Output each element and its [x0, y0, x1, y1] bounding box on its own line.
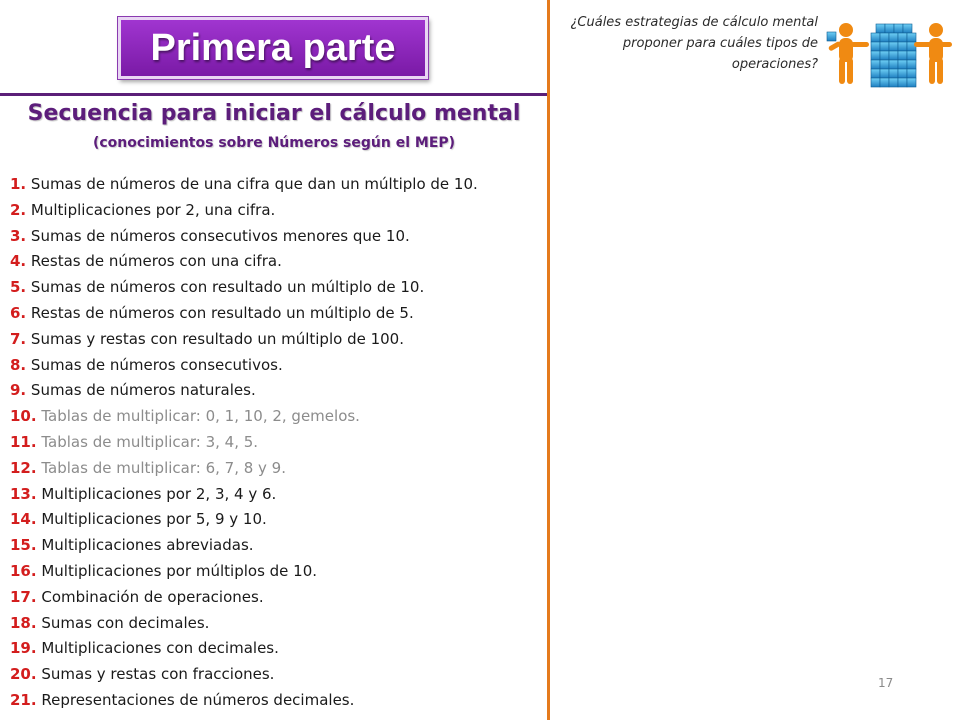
title-banner	[118, 17, 428, 79]
people-building-cube-icon	[826, 14, 954, 94]
item-text: Multiplicaciones por 5, 9 y 10.	[41, 510, 267, 529]
item-number: 6.	[10, 303, 27, 322]
section-subheading: (conocimientos sobre Números según el MEP)	[92, 135, 456, 151]
list-item	[10, 507, 545, 533]
item-text: Tablas de multiplicar: 3, 4, 5.	[41, 432, 259, 451]
item-number: 16.	[10, 561, 37, 580]
list-item	[10, 533, 545, 559]
item-text: Tablas de multiplicar: 6, 7, 8 y 9.	[41, 458, 286, 477]
item-text: Restas de números con una cifra.	[30, 252, 282, 271]
section-heading: Secuencia para iniciar el cálculo mental	[27, 101, 521, 126]
item-number: 8.	[10, 355, 27, 374]
item-number: 11.	[10, 432, 37, 451]
item-number: 4.	[10, 252, 27, 271]
item-text: Multiplicaciones con decimales.	[41, 639, 279, 658]
list-item	[10, 482, 545, 508]
item-number: 1.	[10, 175, 27, 193]
item-text: Sumas de números naturales.	[30, 381, 256, 400]
item-text: Tablas de multiplicar: 0, 1, 10, 2, gemelos.	[41, 407, 360, 426]
list-item	[10, 275, 545, 301]
item-number: 12.	[10, 458, 37, 477]
item-number: 3.	[10, 226, 27, 245]
list-item	[10, 456, 545, 482]
list-item	[10, 301, 545, 327]
item-text: Multiplicaciones por 2, 3, 4 y 6.	[41, 484, 277, 503]
item-text: Sumas con decimales.	[41, 613, 210, 632]
list-item	[10, 249, 545, 275]
list-item	[10, 688, 545, 714]
list-item	[10, 172, 545, 198]
item-number: 10.	[10, 407, 37, 426]
list-item	[10, 611, 545, 637]
list-item	[10, 224, 545, 250]
item-number: 9.	[10, 381, 27, 400]
item-number: 14.	[10, 510, 37, 529]
item-text: Sumas de números consecutivos menores que 10.	[30, 226, 410, 245]
item-number: 21.	[10, 690, 37, 709]
item-text: Multiplicaciones por 2, una cifra.	[30, 200, 276, 219]
item-number: 2.	[10, 200, 27, 219]
item-number: 13.	[10, 484, 37, 503]
item-text: Sumas y restas con fracciones.	[41, 665, 275, 684]
item-text: Combinación de operaciones.	[41, 587, 264, 606]
item-text: Sumas y restas con resultado un múltiplo de 100.	[30, 329, 404, 348]
item-number: 15.	[10, 536, 37, 555]
horizontal-divider	[0, 93, 548, 96]
guiding-question: ¿Cuáles estrategias de cálculo mental proponer para cuáles tipos de operaciones?	[570, 15, 818, 72]
item-number: 7.	[10, 329, 27, 348]
item-number: 19.	[10, 639, 37, 658]
list-item	[10, 404, 545, 430]
item-text: Multiplicaciones abreviadas.	[41, 536, 254, 555]
list-item	[10, 378, 545, 404]
item-number: 18.	[10, 613, 37, 632]
list-item	[10, 327, 545, 353]
item-text: Sumas de números con resultado un múltiplo de 10.	[30, 278, 425, 297]
item-number: 5.	[10, 278, 27, 297]
list-item	[10, 559, 545, 585]
list-item	[10, 353, 545, 379]
item-number: 17.	[10, 587, 37, 606]
list-item	[10, 430, 545, 456]
list-item	[10, 198, 545, 224]
list-item	[10, 585, 545, 611]
item-number: 20.	[10, 665, 37, 684]
item-text: Representaciones de números decimales.	[41, 690, 355, 709]
item-text: Restas de números con resultado un múltiplo de 5.	[30, 303, 414, 322]
list-item	[10, 662, 545, 688]
item-text: Sumas de números de una cifra que dan un múltiplo de 10.	[30, 175, 478, 193]
item-text: Multiplicaciones por múltiplos de 10.	[41, 561, 318, 580]
sequence-list	[10, 172, 545, 714]
item-text: Sumas de números consecutivos.	[30, 355, 283, 374]
page-number: 17	[878, 676, 894, 690]
list-item	[10, 636, 545, 662]
page-title: Primera parte	[150, 26, 396, 69]
